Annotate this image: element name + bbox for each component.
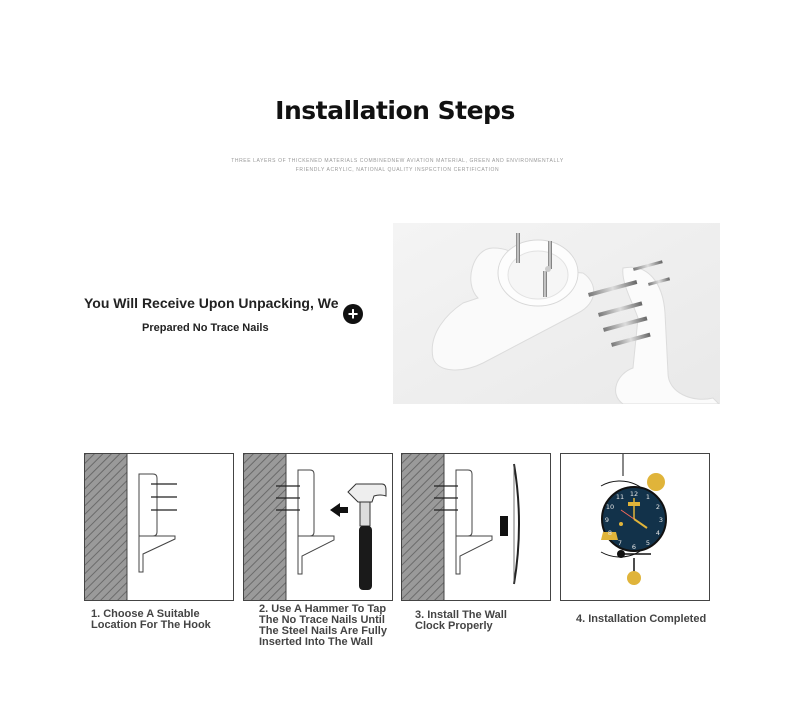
clock-numeral-3: 3 <box>658 516 664 524</box>
clock-numeral-5: 5 <box>645 539 651 547</box>
clock-numeral-2: 2 <box>655 503 661 511</box>
plus-icon: + <box>343 304 363 324</box>
step-2-caption: 2. Use A Hammer To Tap The No Trace Nails Until The Steel Nails Are Fully Inserted Into The Wall <box>259 603 387 648</box>
finished-clock-image <box>601 454 666 585</box>
receive-text: You Will Receive Upon Unpacking, We <box>84 295 339 311</box>
step-3-panel <box>401 453 551 601</box>
clock-numeral-11: 11 <box>615 493 625 501</box>
step-1-panel <box>84 453 234 601</box>
clock-numeral-12: 12 <box>629 490 639 498</box>
clock-numeral-9: 9 <box>604 516 610 524</box>
hook-product-image <box>393 223 720 404</box>
clock-numeral-6: 6 <box>631 543 637 551</box>
step-4-caption: 4. Installation Completed <box>576 613 707 625</box>
clock-numeral-8: 8 <box>607 529 613 537</box>
clock-numeral-7: 7 <box>617 539 623 547</box>
clock-numeral-4: 4 <box>655 529 661 537</box>
step-1-caption: 1. Choose A Suitable Location For The Hook <box>91 608 211 631</box>
clock-side-icon <box>500 464 519 584</box>
step-3-caption: 3. Install The Wall Clock Properly <box>415 609 507 632</box>
clock-numeral-1: 1 <box>645 493 651 501</box>
wall-hatch <box>85 454 127 600</box>
step-4-panel <box>560 453 710 601</box>
arrow-left-icon <box>330 503 348 517</box>
page-subtitle: THREE LAYERS OF THICKENED MATERIALS COMBINEDNEW AVIATION MATERIAL, GREEN AND ENVIRONMENTALLY FRIENDLY ACRYLIC, NATIONAL QUALITY INSPECTION CERTIFICATION <box>231 158 564 173</box>
page-title: Installation Steps <box>275 96 515 125</box>
hammer-icon <box>348 484 386 590</box>
clock-numeral-10: 10 <box>605 503 615 511</box>
nails-label: Prepared No Trace Nails <box>142 322 269 334</box>
step-2-panel <box>243 453 393 601</box>
